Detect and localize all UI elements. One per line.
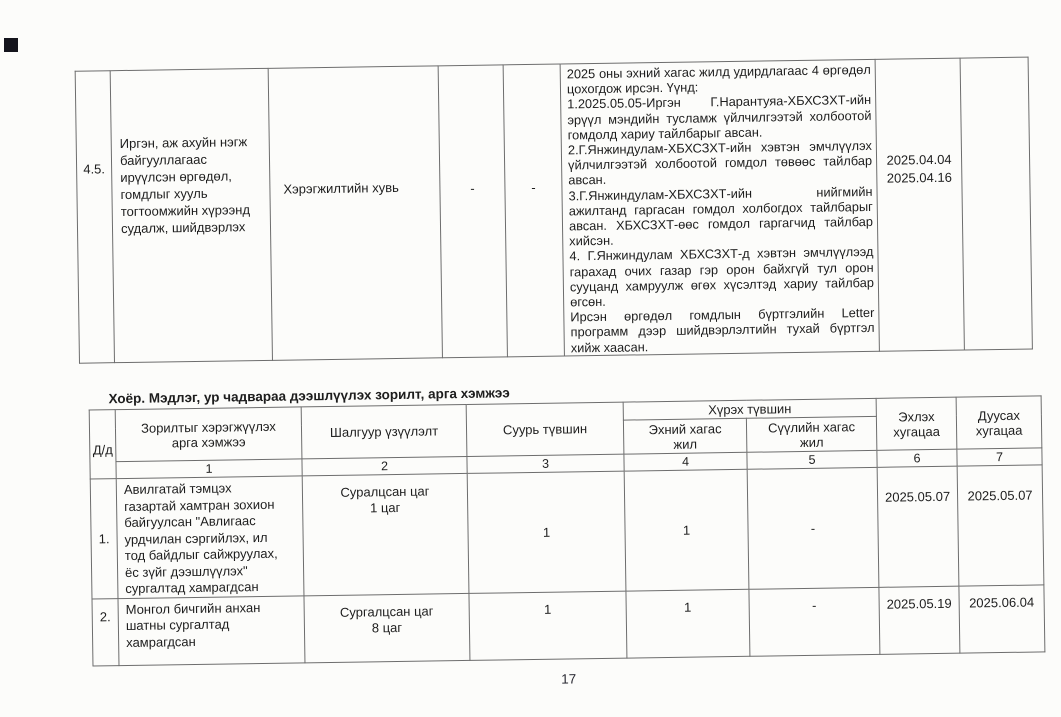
header-base-level: Суурь түвшин [466,402,624,456]
header-end-date: Дуусах хугацаа [956,396,1042,449]
column-number: 3 [467,454,624,473]
table-row [90,465,1044,599]
table-implementation-results [75,57,1033,364]
column-number: 2 [302,456,467,475]
dates-cell: 2025.04.04 2025.04.16 [875,58,964,351]
indicator-cell: Суралцсан цаг 1 цаг [302,473,469,595]
indicator-cell: Сургалцсан цаг 8 цаг [304,593,470,662]
column-number: 4 [624,452,747,471]
base-level-cell: 1 [469,591,627,660]
row-number-cell: 1. [90,479,118,599]
row-number-cell: 2. [92,598,119,665]
second-half-cell: - [747,467,879,588]
base-level-cell: - [438,65,507,358]
start-date-cell: 2025.05.07 [877,466,959,587]
second-half-cell: - [749,587,880,656]
base-level-cell: 1 [467,471,626,593]
header-num: Д/д [89,410,116,479]
row-id-cell: 4.5. [75,71,114,363]
header-start-date: Эхлэх хугацаа [876,397,957,450]
page-number: 17 [561,671,577,687]
column-number: 5 [747,450,877,469]
measure-cell: Авилгатай тэмцэх газартай хамтран зохион байгуулсан "Авлигаас урдчилан сэргийлэх, ил тод байдлыг сайжруулах, ёс зүйг дээшлүүлэх" сургалтад хамрагдсан [116,476,304,598]
table-training-goals [89,395,1046,666]
header-second-half: Сүүлийн хагас жил [746,416,877,452]
header-indicator: Шалгуур үзүүлэлт [301,404,467,458]
end-date-cell: 2025.06.04 [959,584,1045,652]
start-date-cell: 2025.05.19 [879,586,960,654]
header-first-half: Эхний хагас жил [623,418,746,454]
header-target-level: Хүрэх түвшин [623,398,876,420]
first-half-cell: 1 [626,589,750,658]
header-measure: Зорилтыг хэрэгжүүлэх арга хэмжээ [115,407,302,462]
column-number: 6 [877,449,957,467]
column-number: 1 [116,459,302,479]
empty-cell [960,57,1032,350]
table-row [92,584,1045,665]
measure-cell: Иргэн, аж ахуйн нэгж байгууллагаас ирүүлсэн өргөдөл, гомдлыг хууль тогтоомжийн хүрээнд судалж, шийдвэрлэх [110,68,272,362]
measure-cell: Монгол бичгийн анхан шатны сургалтад хамрагдсан [118,595,305,665]
column-number: 7 [957,448,1042,466]
result-text-cell: 2025 оны эхний хагас жилд удирдлагаас 4 өргөдөл цохогдож ирсэн. Үүнд: 1.2025.05.05-Иргэн Г.Нарантуяа-ХБХСЗХТ-ийн эрүүл мэндийн тусламж үйлчилгээтэй холбоотой гомдолд хариу тайлбарыг авсан. 2.Г.Янжиндулам-ХБХСЗХТ-ийн хэвтэн эмчлүүлэх үйлчилгээтэй холбоотой гомдол төвөөс тайлбар авсан. 3.Г.Янжиндулам-ХБХСЗХТ-ийн нийгмийн ажилтанд гаргасан гомдол холбогдох тайлбарыг авсан. ХБХСЗХТ-өөс гомдол гаргагчид тайлбар хийсэн. 4. Г.Янжиндулам ХБХСЗХТ-д хэвтэн эмчлүүлээд гарахад очих газар гэр орон байхгүй тул орон сууцанд хамруулж өгөх хүсэлтэд хариу тайлбар өгсөн. Ирсэн өргөдөл гомдлын бүртгэлийн Letter программ дээр шийдвэрлэлтийн тухай бүртгэл хийж хаасан. [560,59,879,356]
indicator-cell: Хэрэгжилтийн хувь [268,66,442,360]
table-row [75,57,1032,363]
end-date-cell: 2025.05.07 [957,465,1044,586]
section-title: Хоёр. Мэдлэг, ур чадвараа дээшлүүлэх зорилт, арга хэмжээ [108,385,510,407]
target-level-cell: - [503,64,564,357]
first-half-cell: 1 [624,469,749,590]
